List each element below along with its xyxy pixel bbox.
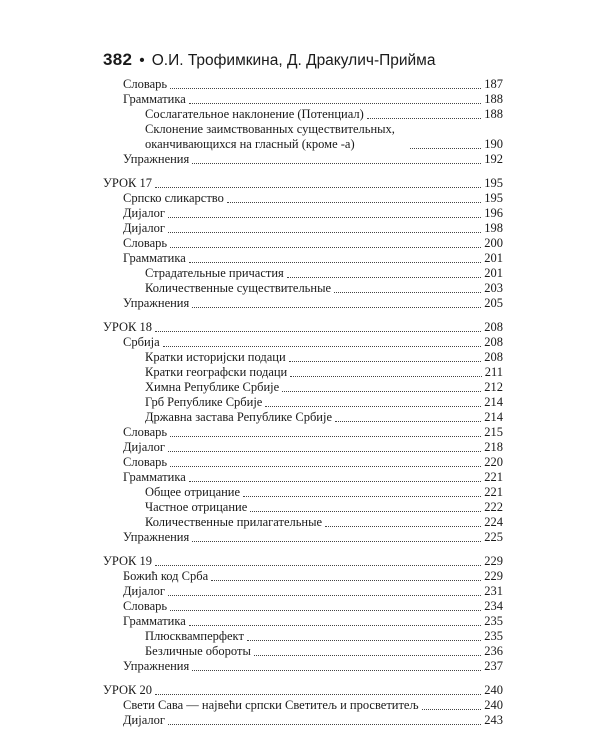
toc-entry-row: [103, 530, 503, 545]
toc-entry-page: 243: [484, 713, 503, 727]
toc-entry-title: Словарь: [123, 599, 168, 613]
toc-entry-page: 208: [484, 335, 503, 349]
toc-entry-row: [103, 296, 503, 311]
toc-entry-page: 188: [484, 92, 503, 106]
toc-entry-title: Химна Републике Србије: [145, 380, 280, 394]
toc-entry-row: [103, 500, 503, 515]
dot-leader: [155, 565, 481, 566]
toc-entry-row: [103, 629, 503, 644]
toc-entry-title: Словарь: [123, 77, 168, 91]
toc-entry-title: Количественные существительные: [145, 281, 332, 295]
dot-leader: [334, 292, 481, 293]
dot-leader: [265, 406, 481, 407]
toc-entry-row: [103, 365, 503, 380]
toc-entry-row: [103, 455, 503, 470]
toc-entry-title: Упражнения: [123, 659, 190, 673]
toc-entry-title: УРОК 18: [103, 320, 152, 334]
toc-entry-row: [103, 584, 503, 599]
toc-entry-row: [103, 713, 503, 728]
toc-entry-row: [103, 122, 503, 152]
toc-entry-title: Плюсквамперфект: [145, 629, 244, 643]
toc-entry-title: УРОК 20: [103, 683, 152, 697]
toc-entry-page: 220: [484, 455, 503, 469]
toc-entry-row: [103, 281, 503, 296]
toc-entry-row: [103, 410, 503, 425]
header-bullet: •: [139, 52, 145, 69]
dot-leader: [243, 496, 481, 497]
toc-entry-page: 235: [484, 614, 503, 628]
toc-entry-title: Дијалог: [123, 206, 165, 220]
toc-lesson-row: [103, 554, 503, 569]
toc-entry-row: [103, 569, 503, 584]
header-authors: О.И. Трофимкина, Д. Дракулич-Прийма: [151, 52, 436, 69]
toc-entry-page: 225: [484, 530, 503, 544]
toc-entry-title: УРОК 17: [103, 176, 152, 190]
toc-entry-page: 218: [484, 440, 503, 454]
toc-entry-row: [103, 335, 503, 350]
toc-entry-title: Безличные обороты: [145, 644, 251, 658]
toc-entry-page: 240: [484, 698, 503, 712]
toc-entry-row: [103, 77, 503, 92]
toc-entry-page: 188: [484, 107, 503, 121]
dot-leader: [163, 346, 482, 347]
toc-entry-page: 201: [484, 251, 503, 265]
toc-entry-title: Кратки географски подаци: [145, 365, 288, 379]
toc-entry-page: 214: [484, 395, 503, 409]
toc-entry-row: [103, 92, 503, 107]
toc-entry-title: Грамматика: [123, 470, 186, 484]
page-number: 382: [103, 50, 133, 69]
dot-leader: [189, 625, 481, 626]
toc-entry-page: 234: [484, 599, 503, 613]
toc-entry-title: Србија: [123, 335, 160, 349]
toc-entry-page: 205: [484, 296, 503, 310]
dot-leader: [325, 526, 481, 527]
dot-leader: [250, 511, 481, 512]
dot-leader: [155, 694, 481, 695]
toc-entry-page: 211: [484, 365, 503, 379]
toc-entry-page: 237: [484, 659, 503, 673]
toc-entry-row: [103, 251, 503, 266]
toc-entry-page: 231: [484, 584, 503, 598]
toc-entry-page: 208: [484, 350, 503, 364]
toc-entry-title: Дијалог: [123, 713, 165, 727]
toc-lesson-row: [103, 320, 503, 335]
toc-entry-title: Грамматика: [123, 251, 186, 265]
toc-entry-row: [103, 659, 503, 674]
toc-entry-row: [103, 698, 503, 713]
toc-entry-title: Кратки историјски подаци: [145, 350, 286, 364]
toc-entry-page: 214: [484, 410, 503, 424]
toc-entry-title: Упражнения: [123, 530, 190, 544]
toc-entry-page: 208: [484, 320, 503, 334]
dot-leader: [168, 232, 481, 233]
dot-leader: [422, 709, 482, 710]
toc-entry-title: Грамматика: [123, 92, 186, 106]
toc-entry-page: 224: [484, 515, 503, 529]
toc-entry-row: [103, 644, 503, 659]
toc-entry-row: [103, 599, 503, 614]
toc-entry-row: [103, 485, 503, 500]
toc-entry-title: Количественные прилагательные: [145, 515, 323, 529]
toc-entry-title: Државна застава Републике Србије: [145, 410, 333, 424]
toc-entry-title: Божић код Срба: [123, 569, 209, 583]
toc-entry-row: [103, 191, 503, 206]
table-of-contents: [103, 77, 503, 728]
dot-leader: [410, 148, 481, 149]
toc-entry-title: Словарь: [123, 425, 168, 439]
toc-entry-page: 221: [484, 470, 503, 484]
dot-leader: [192, 670, 481, 671]
toc-entry-page: 212: [484, 380, 503, 394]
dot-leader: [170, 88, 481, 89]
toc-entry-row: [103, 614, 503, 629]
toc-entry-title: Дијалог: [123, 221, 165, 235]
dot-leader: [189, 481, 481, 482]
toc-entry-row: [103, 236, 503, 251]
toc-lesson-row: [103, 176, 503, 191]
dot-leader: [170, 466, 481, 467]
toc-entry-page: 201: [484, 266, 503, 280]
dot-leader: [211, 580, 481, 581]
running-header: [103, 50, 435, 70]
toc-entry-page: 203: [484, 281, 503, 295]
dot-leader: [247, 640, 481, 641]
dot-leader: [335, 421, 481, 422]
dot-leader: [192, 307, 481, 308]
toc-entry-page: 236: [484, 644, 503, 658]
dot-leader: [189, 262, 481, 263]
toc-entry-title: УРОК 19: [103, 554, 152, 568]
toc-entry-page: 240: [484, 683, 503, 697]
toc-entry-row: [103, 206, 503, 221]
toc-entry-title: Српско сликарство: [123, 191, 224, 205]
toc-entry-row: [103, 440, 503, 455]
toc-entry-page: 196: [484, 206, 503, 220]
toc-entry-title: Грб Републике Србије: [145, 395, 263, 409]
toc-entry-title: Словарь: [123, 455, 168, 469]
toc-entry-row: [103, 395, 503, 410]
toc-lesson-row: [103, 683, 503, 698]
toc-entry-row: [103, 221, 503, 236]
toc-entry-title: Свети Сава — највећи српски Светитељ и просветитељ: [123, 698, 419, 712]
dot-leader: [168, 217, 481, 218]
toc-entry-page: 229: [484, 569, 503, 583]
toc-entry-page: 222: [484, 500, 503, 514]
dot-leader: [227, 202, 481, 203]
dot-leader: [289, 361, 482, 362]
toc-entry-page: 195: [484, 176, 503, 190]
dot-leader: [170, 247, 481, 248]
toc-entry-title: Дијалог: [123, 440, 165, 454]
toc-entry-row: [103, 266, 503, 281]
toc-entry-title: Страдательные причастия: [145, 266, 284, 280]
toc-entry-title: Общее отрицание: [145, 485, 241, 499]
toc-entry-row: [103, 380, 503, 395]
toc-entry-title: Упражнения: [123, 296, 190, 310]
toc-entry-title: Склонение заимствованных существительных, оканчивающихся на гласный (кроме -а): [145, 122, 395, 151]
toc-entry-page: 215: [484, 425, 503, 439]
toc-entry-row: [103, 350, 503, 365]
toc-entry-page: 187: [484, 77, 503, 91]
dot-leader: [155, 331, 481, 332]
toc-entry-page: 192: [484, 152, 503, 166]
toc-entry-page: 229: [484, 554, 503, 568]
dot-leader: [287, 277, 481, 278]
toc-entry-row: [103, 470, 503, 485]
dot-leader: [254, 655, 481, 656]
dot-leader: [192, 541, 481, 542]
toc-entry-row: [103, 107, 503, 122]
toc-entry-title: Грамматика: [123, 614, 186, 628]
dot-leader: [367, 118, 481, 119]
toc-entry-title: Словарь: [123, 236, 168, 250]
dot-leader: [290, 376, 481, 377]
toc-entry-title: Упражнения: [123, 152, 190, 166]
dot-leader: [282, 391, 481, 392]
dot-leader: [168, 724, 481, 725]
toc-entry-page: 190: [484, 137, 503, 151]
toc-entry-page: 235: [484, 629, 503, 643]
toc-entry-row: [103, 152, 503, 167]
toc-entry-title: Частное отрицание: [145, 500, 248, 514]
toc-entry-page: 195: [484, 191, 503, 205]
dot-leader: [155, 187, 481, 188]
dot-leader: [168, 595, 481, 596]
toc-entry-page: 221: [484, 485, 503, 499]
dot-leader: [192, 163, 481, 164]
toc-entry-row: [103, 425, 503, 440]
dot-leader: [170, 436, 481, 437]
dot-leader: [170, 610, 481, 611]
toc-entry-row: [103, 515, 503, 530]
toc-entry-title: Сослагательное наклонение (Потенциал): [145, 107, 364, 121]
dot-leader: [189, 103, 481, 104]
toc-entry-page: 198: [484, 221, 503, 235]
toc-entry-page: 200: [484, 236, 503, 250]
toc-entry-title: Дијалог: [123, 584, 165, 598]
dot-leader: [168, 451, 481, 452]
